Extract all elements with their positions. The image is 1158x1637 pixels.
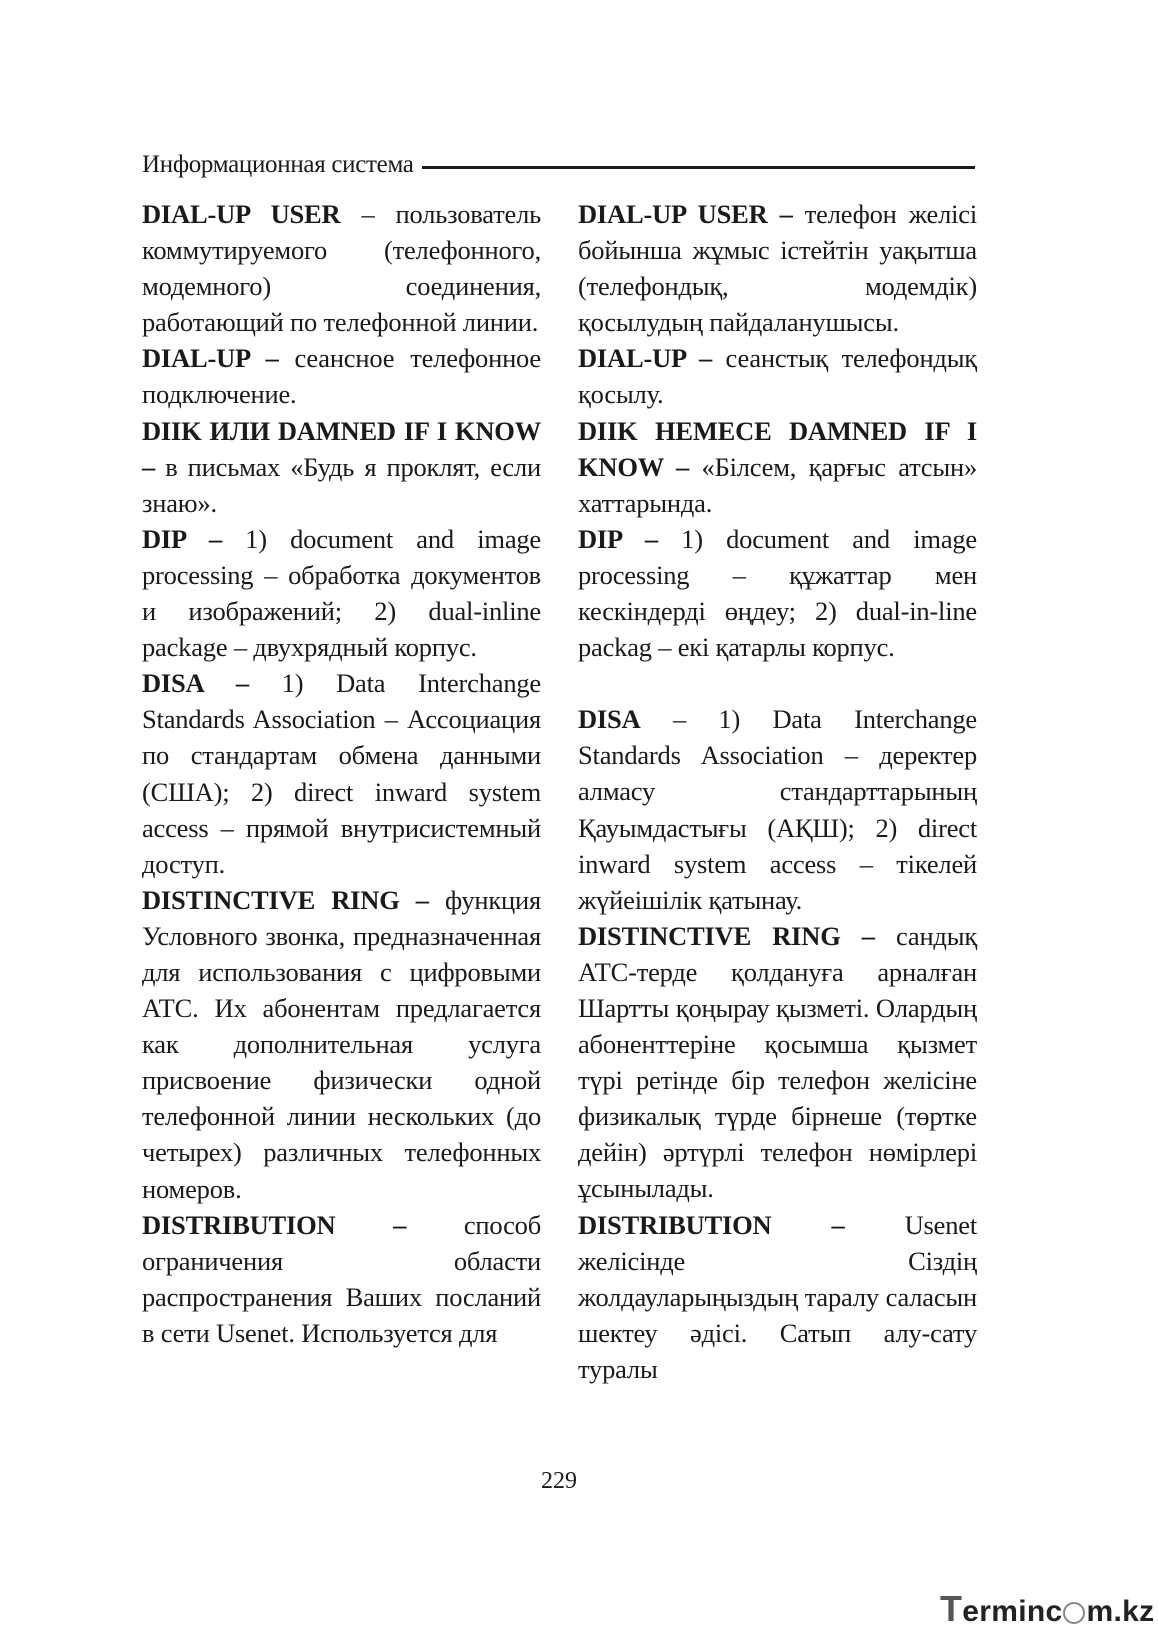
watermark-middle: erminc [962, 1595, 1063, 1628]
entry-dial-up-kz [578, 340, 977, 412]
entry-term: DISTRIBUTION – [578, 1209, 845, 1240]
watermark-suffix: m.kz [1086, 1595, 1155, 1628]
entry-diik-ru [142, 413, 541, 521]
entry-distribution-ru [142, 1207, 541, 1351]
entry-definition: «Білсем, қарғыс атсын» хаттарында. [578, 451, 977, 518]
entry-definition: 1) document and image processing – обработка документов и изображений; 2) dual-inline package – двухрядный корпус. [142, 523, 541, 663]
entry-term: DISTINCTIVE RING – [142, 884, 429, 915]
entry-definition: сеансное телефонное подключение. [142, 343, 541, 410]
entry-definition: сеанстық телефондық қосылу. [578, 343, 977, 410]
running-header [142, 148, 975, 182]
entry-dial-up-ru [142, 340, 541, 412]
watermark-initial: T [940, 1588, 963, 1629]
entry-definition: Usenet желісінде Сіздің жолдауларыңыздың таралу саласын шектеу әдісі. Сатып алу-сату туралы [578, 1209, 977, 1384]
entry-term: DIAL-UP USER – [578, 199, 793, 229]
entry-definition: способ ограничения области распространения Ваших посланий в сети Usenet. Используется для [142, 1209, 541, 1348]
entry-term: DIAL-UP – [142, 343, 279, 374]
entry-term: DISA – [142, 668, 249, 699]
entry-term: DIP – [578, 523, 658, 554]
entry-definition: сандық АТС-терде қолдануға арналған Шартты қоңырау қызметі. Олардың абоненттеріне қосымша қызмет түрі ретінде бір телефон желісіне физикалық түрде бірнеше (төртке дейін) әртүрлі телефон нөмірлері ұсынылады. [578, 920, 977, 1204]
page-number: 229 [541, 1468, 577, 1494]
entry-dip-ru [142, 521, 541, 665]
right-column [578, 196, 977, 1387]
entry-term: DISTRIBUTION – [142, 1209, 407, 1240]
header-title: Информационная система [142, 151, 414, 178]
site-watermark [940, 1588, 1154, 1630]
entry-diik-kz [578, 413, 977, 521]
magnifier-icon [1063, 1602, 1085, 1624]
entry-definition: телефон желісі бойынша жұмыс істейтін уақытша (телефондық, модемдік) қосылудың пайдаланушысы. [578, 199, 977, 338]
entry-definition: функция Условного звонка, предназначенная для использования с цифровыми АТС. Их абонентам предлагается как дополнительная услуга присвоение физически одной телефонной линии нескольких (до четырех) различных телефонных номеров. [142, 884, 541, 1204]
entry-disa-ru [142, 665, 541, 882]
entry-definition: 1) document and image processing – құжаттар мен кескіндерді өңдеу; 2) dual-in-line packag – екі қатарлы корпус. [578, 523, 977, 663]
entry-distinctive-ring-ru [142, 882, 541, 1207]
entry-definition: – пользователь коммутируемого (телефонного, модемного) соединения, работающий по телефонной линии. [142, 199, 541, 338]
entry-definition: – 1) Data Interchange Standards Association – деректер алмасу стандарттарының Қауымдастығы (АҚШ); 2) direct inward system access – тікелей жүйеішілік қатынау. [578, 704, 977, 915]
entry-dial-up-user-ru [142, 196, 541, 340]
entry-term: DIAL-UP – [578, 343, 713, 374]
entry-definition: 1) Data Interchange Standards Association – Ассоциация по стандартам обмена данными (США); 2) direct inward system access – прямой внутрисистемный доступ. [142, 668, 541, 879]
column-spacer [578, 665, 977, 701]
entry-term: DIP – [142, 523, 222, 554]
entry-disa-kz [578, 701, 977, 918]
entry-definition: в письмах «Будь я проклят, если знаю». [142, 451, 541, 518]
entry-dial-up-user-kz [578, 196, 977, 340]
header-rule [422, 166, 975, 169]
entry-term: DIIK ИЛИ DAMNED IF I KNOW – [142, 415, 541, 482]
entry-term: DISTINCTIVE RING – [578, 920, 875, 951]
entry-distribution-kz [578, 1207, 977, 1387]
left-column [142, 196, 541, 1351]
entry-term: DIIK НЕМЕСЕ DAMNED IF I KNOW – [578, 415, 977, 482]
entry-distinctive-ring-kz [578, 918, 977, 1207]
entry-term: DIAL-UP USER [142, 199, 341, 229]
entry-term: DISA [578, 704, 641, 735]
entry-dip-kz [578, 521, 977, 665]
